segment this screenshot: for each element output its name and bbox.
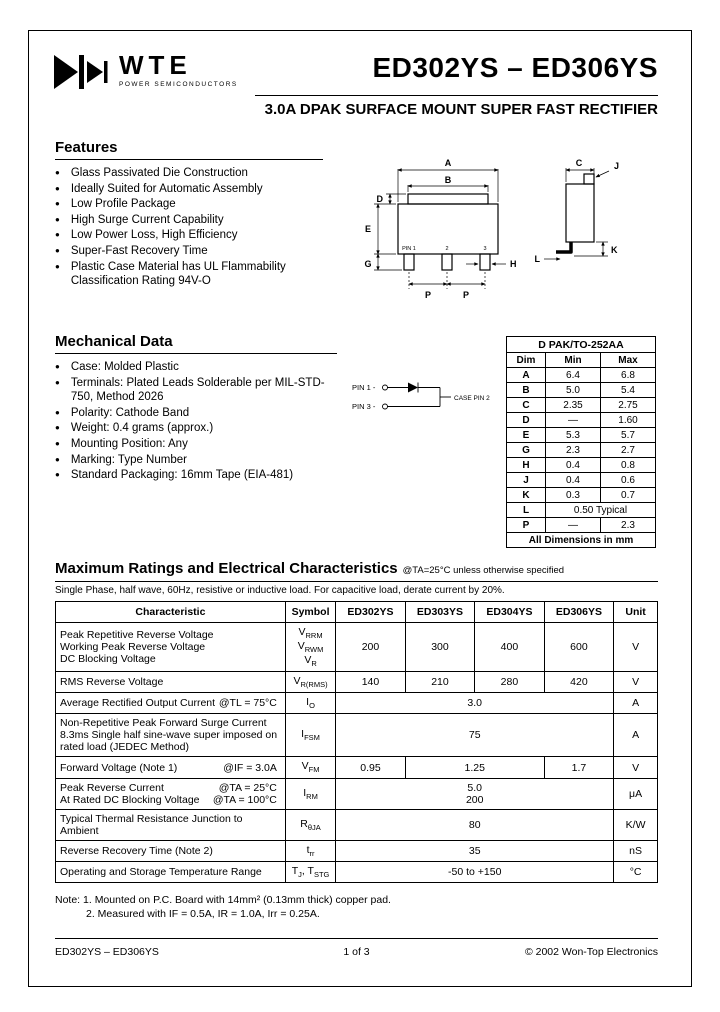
characteristic-cell: Peak Repetitive Reverse Voltage Working Peak Reverse Voltage DC Blocking Voltage [56,623,286,672]
dim-label-l: L [534,254,540,264]
table-row: K 0.3 0.7 [507,488,656,503]
characteristic-cell: RMS Reverse Voltage [56,672,286,693]
feature-item: ● High Surge Current Capability [55,213,224,226]
mechanical-data-section [55,333,337,484]
notes-section [55,893,391,921]
col-header-ed302ys: ED302YS [336,602,405,623]
table-row [507,337,656,353]
ratings-intro: Single Phase, half wave, 60Hz, resistive or inductive load. For capacitive load, derate current by 20%. [55,585,505,596]
brand-tagline: POWER SEMICONDUCTORS [119,81,238,88]
table-row: G 2.3 2.7 [507,443,656,458]
dim-label-a: A [444,158,452,168]
dim-label-d: D [376,194,383,204]
symbol-cell: $I_O$ [285,693,335,714]
mechanical-item: ● Case: Molded Plastic [55,361,179,373]
characteristic-cell: Operating and Storage Temperature Range [56,861,286,882]
symbol-cell: $T_J$, $T_{STG}$ [285,861,335,882]
value-cell: 0.95 [336,757,405,778]
ratings-condition: @TA=25°C unless otherwise specified [402,565,565,576]
bullet-icon: ● [55,362,60,371]
mechanical-item: ● Polarity: Cathode Band [55,406,190,419]
ratings-section [55,560,658,883]
dim-label-h: H [510,259,517,269]
feature-item: ● Ideally Suited for Automatic Assembly [55,182,263,195]
dim-label-e: E [364,224,372,234]
title-divider [255,95,658,96]
bullet-icon: ● [55,230,60,240]
bullet-icon: ● [55,454,60,464]
table-row [56,714,658,757]
pin1-label: PIN 1 [402,246,416,252]
mechanical-data-heading: Mechanical Data [55,333,337,354]
table-row [56,861,658,882]
table-row: L 0.50 Typical [507,503,656,518]
brand-name: WTE [119,50,192,80]
dim-label-p2: P [462,290,470,300]
feature-item: ● Low Power Loss, High Efficiency [55,229,238,242]
value-cell: 1.25 [405,757,544,778]
bullet-icon: ● [55,183,60,193]
dimensions-table [506,336,656,548]
col-header-unit: Unit [614,602,658,623]
mechanical-item: ● Terminals: Plated Leads Solderable per MIL-STD-750, Method 2026 [55,376,325,404]
ratings-heading: Maximum Ratings and Electrical Characteristics [55,560,398,577]
characteristic-cell: Peak Reverse Current @TA = 25°C At Rated DC Blocking Voltage @TA = 100°C [56,778,286,809]
unit-cell: nS [614,840,658,861]
note-line-2: 2. Measured with IF = 0.5A, IR = 1.0A, Irr = 0.25A. [86,908,320,921]
unit-cell: μA [614,778,658,809]
pin2-label: 2 [445,246,449,252]
dimensions-table-wrap [506,336,656,548]
mechanical-item: ● Marking: Type Number [55,453,187,466]
feature-item: ● Low Profile Package [55,198,176,211]
bullet-icon: ● [55,470,60,480]
footer-page-number: 1 of 3 [343,946,370,958]
unit-cell: V [614,757,658,778]
value-cell: 1.7 [544,757,613,778]
characteristic-cell: Forward Voltage (Note 1) @IF = 3.0A [56,757,286,778]
unit-cell: °C [614,861,658,882]
table-row [56,693,658,714]
col-header-ed303ys: ED303YS [405,602,474,623]
ratings-header-row [56,602,658,623]
dim-table-title: D PAK/TO-252AA [507,337,656,353]
value-cell: 35 [336,840,614,861]
feature-item: ● Glass Passivated Die Construction [55,167,248,179]
table-row: P — 2.3 [507,518,656,533]
package-outline-diagram [350,156,660,328]
value-cell: 600 [544,623,613,672]
value-cell: -50 to +150 [336,861,614,882]
footer-copyright: © 2002 Won-Top Electronics [524,946,658,958]
characteristic-cell: Typical Thermal Resistance Junction to Ambient [56,809,286,840]
bullet-icon: ● [55,214,60,224]
note-line-1: Note: 1. Mounted on P.C. Board with 14mm² (0.13mm thick) copper pad. [55,894,391,906]
table-row: B 5.0 5.4 [507,383,656,398]
col-header-symbol: Symbol [285,602,335,623]
dim-col-header: Dim [507,353,546,368]
case-pin-label: CASE PIN 2 [454,395,490,402]
unit-cell: A [614,714,658,757]
symbol-cell: $I_{RM}$ [285,778,335,809]
col-header-ed306ys: ED306YS [544,602,613,623]
features-heading: Features [55,139,323,160]
table-row [507,353,656,368]
document-title: ED302YS – ED306YS [372,52,658,83]
bullet-icon: ● [55,168,60,177]
dim-table-note: All Dimensions in mm [507,533,656,548]
value-cell: 300 [405,623,474,672]
logo-text [119,52,238,88]
mechanical-item: ● Standard Packaging: 16mm Tape (EIA-481) [55,469,294,482]
bullet-icon: ● [55,423,60,433]
diode-symbol-icon [408,383,418,393]
wte-logo [54,52,238,92]
value-cell: 280 [475,672,544,693]
value-cell: 75 [336,714,614,757]
mechanical-item: ● Weight: 0.4 grams (approx.) [55,422,214,435]
dim-label-p1: P [424,290,432,300]
symbol-cell: $t_{rr}$ [285,840,335,861]
table-row: E 5.3 5.7 [507,428,656,443]
bullet-icon: ● [55,245,60,255]
dim-label-j: J [614,161,620,171]
pincfg-pin3-label: PIN 3 - [352,402,376,411]
ratings-heading-row [55,560,658,582]
diode-logo-icon [54,52,110,92]
unit-cell: A [614,693,658,714]
table-row: J 0.4 0.6 [507,473,656,488]
bullet-icon: ● [55,377,60,387]
characteristic-cell: Reverse Recovery Time (Note 2) [56,840,286,861]
value-cell: 210 [405,672,474,693]
unit-cell: V [614,623,658,672]
value-cell: 400 [475,623,544,672]
characteristic-cell: Non-Repetitive Peak Forward Surge Current 8.3ms Single half sine-wave super imposed on rated load (JEDEC Method) [56,714,286,757]
table-row: C 2.35 2.75 [507,398,656,413]
table-row [56,809,658,840]
dim-label-g: G [364,259,372,269]
document-subtitle: 3.0A DPAK SURFACE MOUNT SUPER FAST RECTIFIER [264,101,658,118]
col-header-characteristic: Characteristic [56,602,286,623]
characteristic-cell: Average Rectified Output Current @TL = 75°C [56,693,286,714]
pin-configuration-diagram [352,378,502,418]
value-cell: 80 [336,809,614,840]
bullet-icon: ● [55,407,60,417]
pin3-label: 3 [483,246,487,252]
feature-item: ● Super-Fast Recovery Time [55,244,208,257]
symbol-cell: $V_{R(RMS)}$ [285,672,335,693]
bullet-icon: ● [55,438,60,448]
value-cell: 140 [336,672,405,693]
min-col-header: Min [546,353,601,368]
pincfg-pin1-label: PIN 1 - [352,383,376,392]
dim-label-b: B [444,175,452,185]
col-header-ed304ys: ED304YS [475,602,544,623]
unit-cell: V [614,672,658,693]
max-col-header: Max [601,353,656,368]
ratings-table [55,601,658,883]
value-cell: 3.0 [336,693,614,714]
table-row [56,778,658,809]
table-row [507,533,656,548]
table-row: A 6.4 6.8 [507,368,656,383]
value-cell: 5.0 200 [336,778,614,809]
page-footer [55,946,658,960]
value-cell: 420 [544,672,613,693]
table-row [56,840,658,861]
dim-label-k: K [611,245,618,255]
bullet-icon: ● [55,261,60,271]
value-cell: 200 [336,623,405,672]
feature-item: ● Plastic Case Material has UL Flammability Classification Rating 94V-O [55,260,286,288]
unit-cell: K/W [614,809,658,840]
table-row [56,623,658,672]
symbol-cell: $I_{FSM}$ [285,714,335,757]
table-row: H 0.4 0.8 [507,458,656,473]
features-section [55,139,323,290]
table-row [56,672,658,693]
footer-part-number: ED302YS – ED306YS [55,946,159,958]
table-row: D — 1.60 [507,413,656,428]
symbol-cell: $V_{RRM}$ $V_{RWM}$ $V_R$ [285,623,335,672]
mechanical-item: ● Mounting Position: Any [55,437,188,450]
symbol-cell: $R_{\theta JA}$ [285,809,335,840]
dim-label-c: C [575,158,583,168]
footer-divider [55,938,658,939]
symbol-cell: $V_{FM}$ [285,757,335,778]
bullet-icon: ● [55,199,60,209]
table-row [56,757,658,778]
